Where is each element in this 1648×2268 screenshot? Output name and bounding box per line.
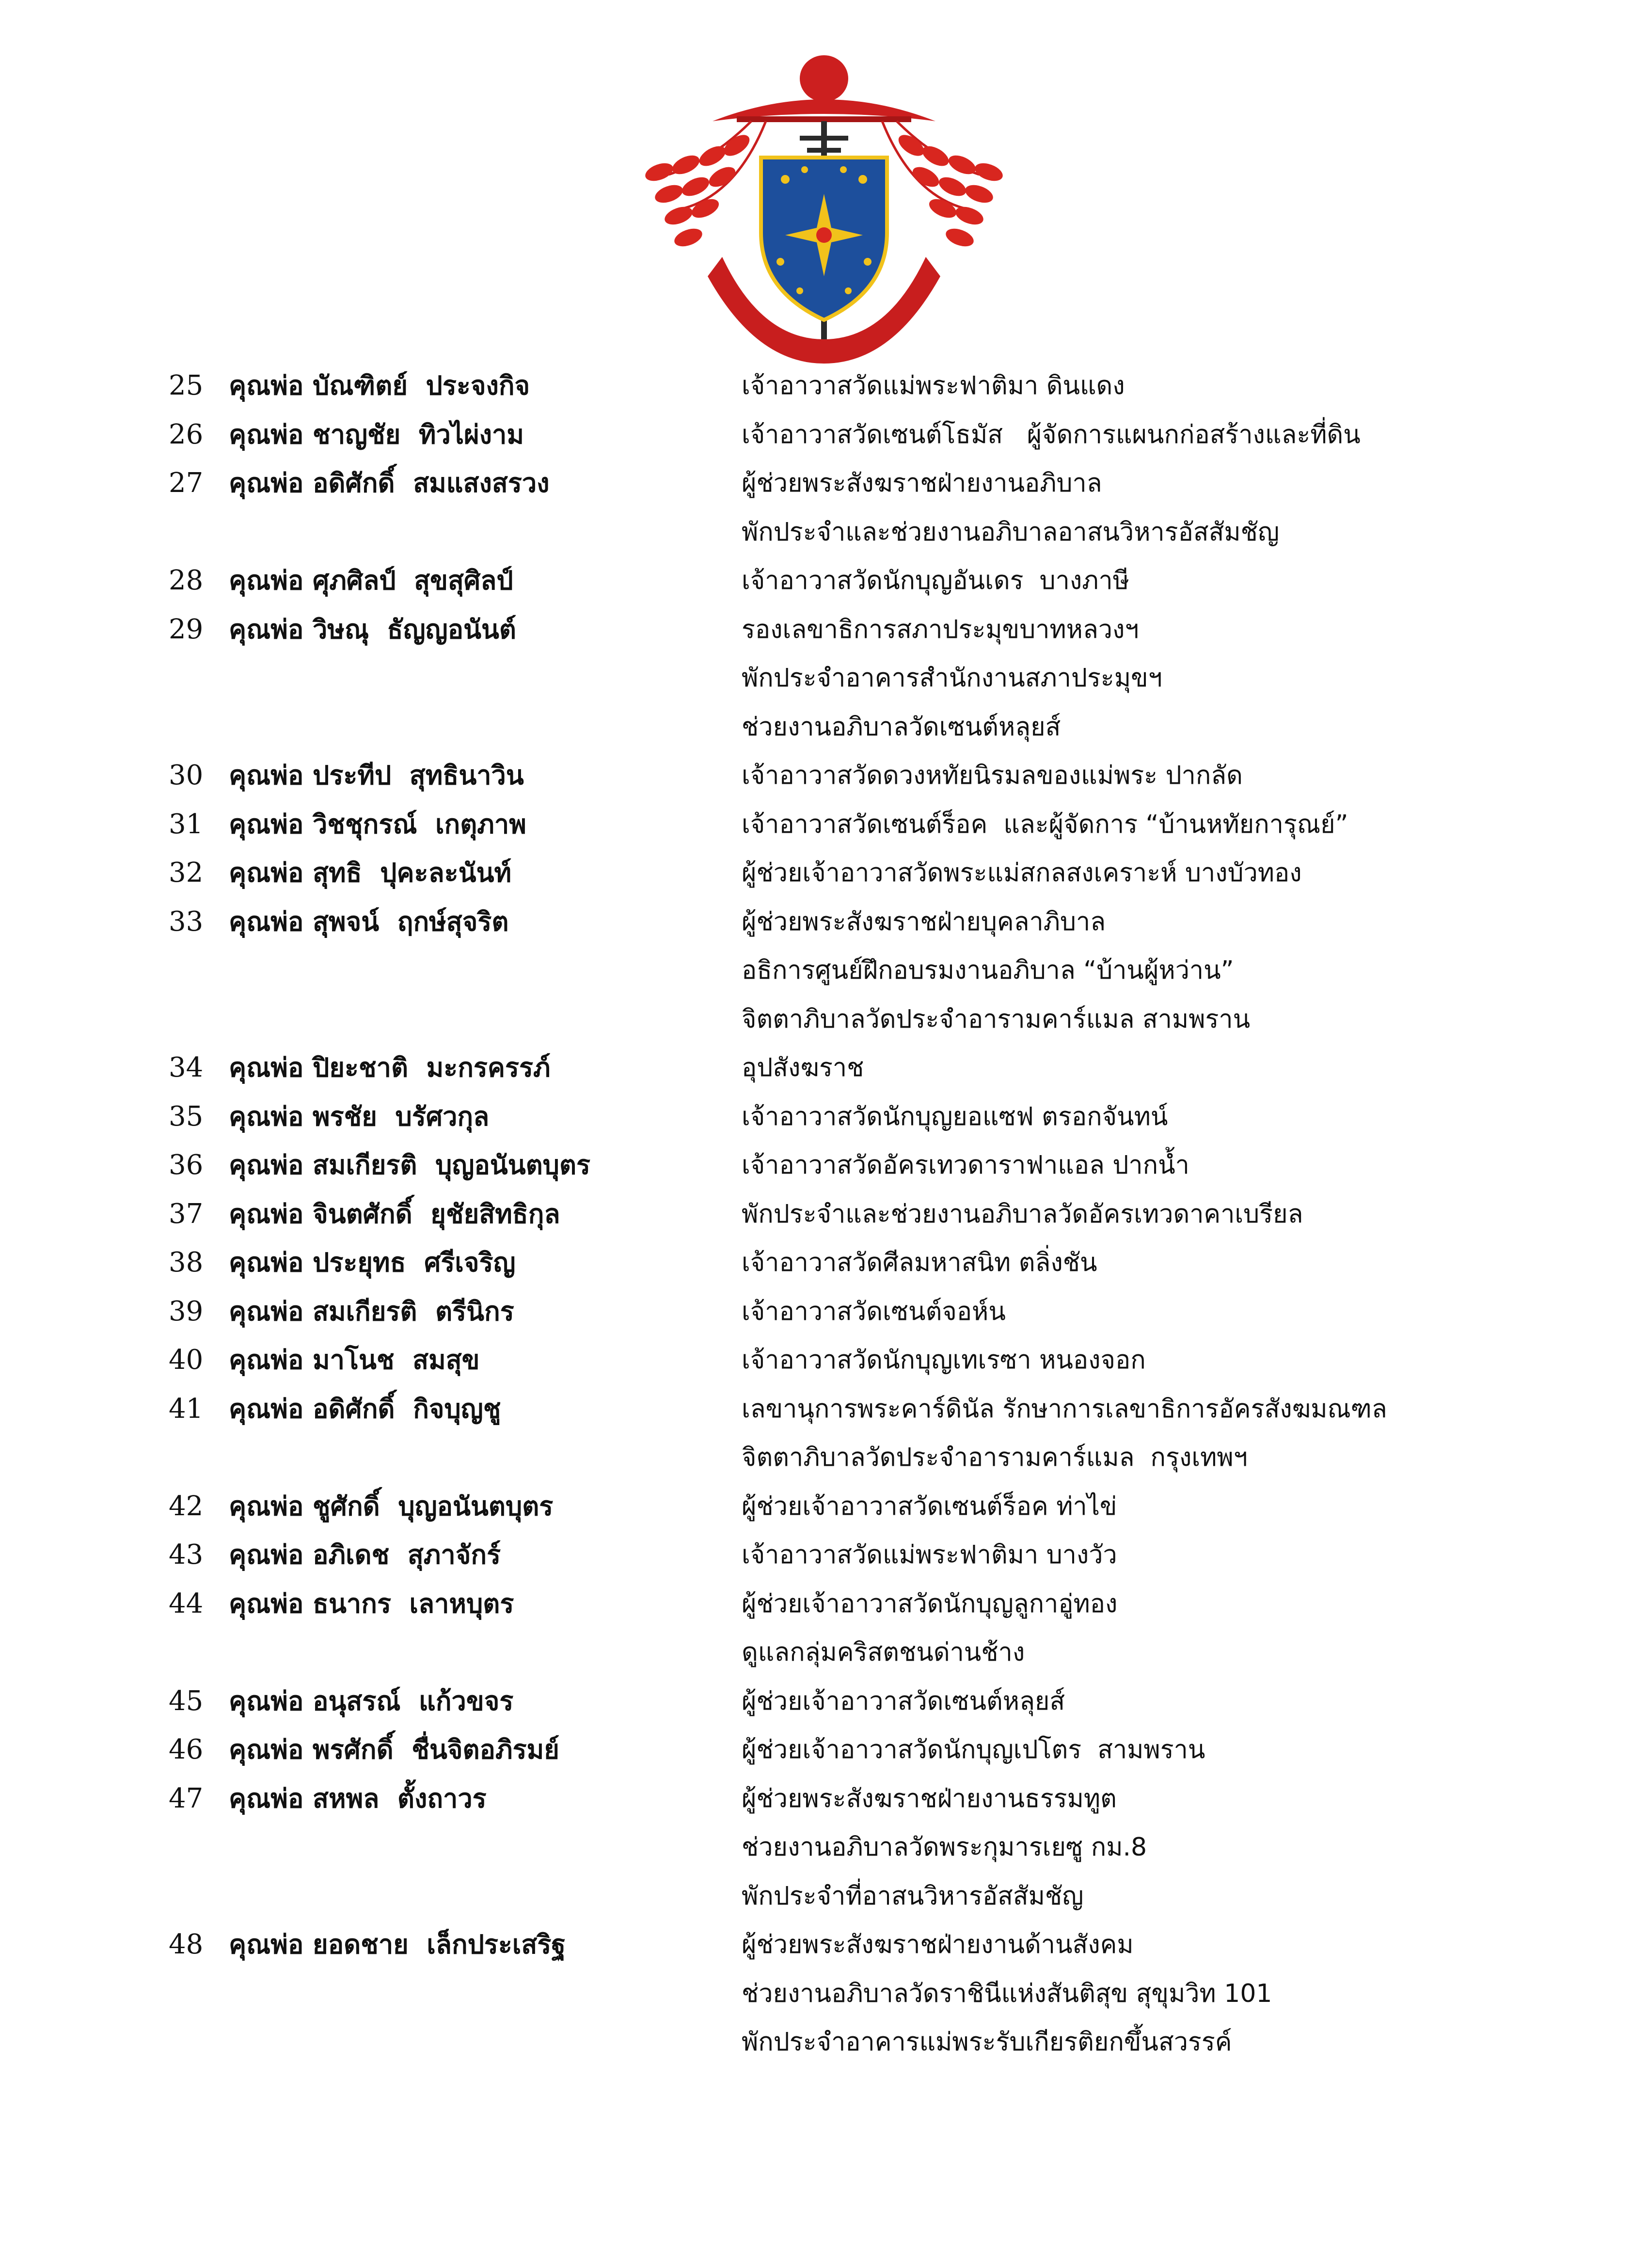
entry-number: 43	[169, 1539, 204, 1570]
entry-role: ดูแลกลุ่มคริสตชนด่านช้าง	[742, 1638, 1025, 1667]
entry-name: คุณพ่อ ชูศักดิ์ บุญอนันตบุตร	[229, 1491, 554, 1522]
list-item	[0, 1531, 1648, 1580]
entry-line	[0, 995, 1648, 1044]
entry-line	[0, 1190, 1648, 1239]
entry-role: ช่วยงานอภิบาลวัดราชินีแห่งสันติสุข สุขุมวิท 101	[742, 1979, 1272, 2008]
entry-role: ผู้ช่วยเจ้าอาวาสวัดนักบุญลูกาอู่ทอง	[742, 1589, 1118, 1618]
entry-number: 34	[169, 1052, 204, 1083]
entry-number: 48	[169, 1929, 204, 1960]
entry-role: ช่วยงานอภิบาลวัดพระกุมารเยซู กม.8	[742, 1833, 1147, 1862]
entry-name: คุณพ่อ สมเกียรติ ตรีนิกร	[229, 1296, 514, 1327]
list-item	[0, 605, 1648, 752]
entry-role: เจ้าอาวาสวัดดวงหทัยนิรมลของแม่พระ ปากลัด	[742, 761, 1243, 790]
list-item	[0, 1336, 1648, 1385]
entry-name: คุณพ่อ สุทธิ ปุคะละนันท์	[229, 857, 512, 888]
entry-number: 45	[169, 1685, 204, 1717]
entry-number: 32	[169, 857, 204, 888]
list-item	[0, 1141, 1648, 1190]
entry-name: คุณพ่อ วิชชุกรณ์ เกตุภาพ	[229, 809, 526, 840]
entry-number: 25	[169, 370, 204, 401]
entry-number: 26	[169, 418, 204, 450]
entry-name: คุณพ่อ อดิศักดิ์ สมแสงสรวง	[229, 468, 550, 498]
entry-name: คุณพ่อ อดิศักดิ์ กิจบุญชู	[229, 1393, 501, 1424]
entry-role: เจ้าอาวาสวัดศีลมหาสนิท ตลิ่งชัน	[742, 1248, 1097, 1277]
entry-line	[0, 1531, 1648, 1580]
entry-line	[0, 1823, 1648, 1872]
entry-role: ผู้ช่วยพระสังฆราชฝ่ายงานอภิบาล	[742, 469, 1102, 498]
entry-number: 36	[169, 1149, 204, 1181]
entry-name: คุณพ่อ จินตศักดิ์ ยุชัยสิทธิกุล	[229, 1198, 560, 1229]
entry-name: คุณพ่อ ประทีป สุทธินาวิน	[229, 760, 524, 791]
entry-name: คุณพ่อ สุพจน์ ฤกษ์สุจริต	[229, 906, 509, 937]
entry-role: ผู้ช่วยเจ้าอาวาสวัดนักบุญเปโตร สามพราน	[742, 1735, 1205, 1764]
entry-role: ช่วยงานอภิบาลวัดเซนต์หลุยส์	[742, 712, 1061, 742]
entry-line	[0, 1726, 1648, 1775]
entry-role: เจ้าอาวาสวัดเซนต์ร็อค และผู้จัดการ “บ้านหทัยการุณย์”	[742, 809, 1348, 839]
entry-name: คุณพ่อ พรศักดิ์ ชื่นจิตอภิรมย์	[229, 1734, 559, 1765]
list-item	[0, 1677, 1648, 1726]
entry-line	[0, 459, 1648, 508]
entry-line	[0, 849, 1648, 898]
entry-name: คุณพ่อ สหพล ตั้งถาวร	[229, 1783, 487, 1814]
list-item	[0, 411, 1648, 460]
entry-name: คุณพ่อ ปิยะชาติ มะกรครรภ์	[229, 1052, 551, 1083]
entry-line	[0, 800, 1648, 849]
entry-line	[0, 1336, 1648, 1385]
entry-role: เจ้าอาวาสวัดนักบุญเทเรซา หนองจอก	[742, 1346, 1146, 1375]
list-item	[0, 898, 1648, 1044]
entry-number: 38	[169, 1247, 204, 1278]
entry-line	[0, 1920, 1648, 1969]
list-item	[0, 1580, 1648, 1677]
entry-line	[0, 1433, 1648, 1482]
entry-name: คุณพ่อ อภิเดช สุภาจักร์	[229, 1539, 501, 1570]
list-item	[0, 459, 1648, 556]
entry-line	[0, 898, 1648, 947]
entry-role: พักประจำและช่วยงานอภิบาลวัดอัครเทวดาคาเบรียล	[742, 1199, 1303, 1229]
entry-role: จิตตาภิบาลวัดประจำอารามคาร์แมล สามพราน	[742, 1004, 1251, 1034]
entry-line	[0, 946, 1648, 995]
entry-role: ผู้ช่วยพระสังฆราชฝ่ายงานด้านสังคม	[742, 1930, 1134, 1959]
right-tassels-icon	[895, 131, 1005, 250]
entry-line	[0, 1677, 1648, 1726]
list-item	[0, 1044, 1648, 1093]
entry-role: พักประจำและช่วยงานอภิบาลอาสนวิหารอัสสัมชัญ	[742, 517, 1280, 547]
entry-number: 37	[169, 1198, 204, 1230]
entry-number: 27	[169, 467, 204, 499]
entries-list	[0, 362, 1648, 2067]
entry-line	[0, 1093, 1648, 1142]
entry-role: อุปสังฆราช	[742, 1053, 864, 1082]
entry-role: เจ้าอาวาสวัดแม่พระฟาติมา ดินแดง	[742, 371, 1125, 400]
list-item	[0, 751, 1648, 800]
entry-line	[0, 411, 1648, 460]
hat-icon	[713, 55, 935, 122]
entry-role: รองเลขาธิการสภาประมุขบาทหลวงฯ	[742, 615, 1139, 644]
list-item	[0, 849, 1648, 898]
entry-number: 46	[169, 1734, 204, 1765]
list-item	[0, 362, 1648, 411]
entry-name: คุณพ่อ บัณฑิตย์ ประจงกิจ	[229, 370, 530, 401]
entry-role: พักประจำอาคารแม่พระรับเกียรติยกขึ้นสวรรค์	[742, 2028, 1232, 2057]
entry-role: จิตตาภิบาลวัดประจำอารามคาร์แมล กรุงเทพฯ	[742, 1443, 1248, 1472]
entry-role: อธิการศูนย์ฝึกอบรมงานอภิบาล “บ้านผู้หว่าน”	[742, 956, 1234, 985]
entry-line	[0, 1482, 1648, 1531]
entry-number: 30	[169, 760, 204, 791]
entry-line	[0, 1238, 1648, 1287]
entry-line	[0, 508, 1648, 557]
list-item	[0, 1190, 1648, 1239]
entry-number: 40	[169, 1344, 204, 1376]
entry-line	[0, 751, 1648, 800]
entry-number: 44	[169, 1587, 204, 1619]
entry-number: 29	[169, 613, 204, 645]
coat-of-arms-emblem	[640, 48, 1008, 364]
entry-line	[0, 1628, 1648, 1677]
entry-number: 42	[169, 1490, 204, 1522]
entry-line	[0, 605, 1648, 654]
list-item	[0, 800, 1648, 849]
entry-role: เจ้าอาวาสวัดเซนต์โธมัส ผู้จัดการแผนกก่อสร้างและที่ดิน	[742, 420, 1361, 449]
entry-number: 39	[169, 1295, 204, 1327]
entry-number: 41	[169, 1393, 204, 1425]
list-item	[0, 1775, 1648, 1921]
entry-name: คุณพ่อ วิษณุ ธัญญอนันต์	[229, 614, 516, 645]
entry-line	[0, 1775, 1648, 1824]
entry-role: เจ้าอาวาสวัดเซนต์จอห์น	[742, 1297, 1006, 1326]
entry-name: คุณพ่อ ชาญชัย ทิวไผ่งาม	[229, 419, 524, 450]
entry-number: 31	[169, 808, 204, 840]
entry-role: พักประจำที่อาสนวิหารอัสสัมชัญ	[742, 1881, 1084, 1911]
entry-role: ผู้ช่วยพระสังฆราชฝ่ายงานธรรมทูต	[742, 1784, 1117, 1813]
entry-role: เลขานุการพระคาร์ดินัล รักษาการเลขาธิการอัครสังฆมณฑล	[742, 1394, 1387, 1424]
entry-name: คุณพ่อ ธนากร เลาหบุตร	[229, 1588, 514, 1619]
list-item	[0, 1920, 1648, 2067]
entry-name: คุณพ่อ มาโนช สมสุข	[229, 1345, 480, 1375]
left-tassels-icon	[643, 131, 753, 250]
list-item	[0, 1482, 1648, 1531]
entry-role: ผู้ช่วยพระสังฆราชฝ่ายบุคลาภิบาล	[742, 907, 1106, 936]
shield-icon	[761, 158, 887, 320]
entry-role: พักประจำอาคารสำนักงานสภาประมุขฯ	[742, 664, 1162, 693]
list-item	[0, 1093, 1648, 1142]
entry-number: 47	[169, 1782, 204, 1814]
list-item	[0, 1726, 1648, 1775]
entry-role: เจ้าอาวาสวัดนักบุญยอแซฟ ตรอกจันทน์	[742, 1102, 1168, 1131]
entry-role: เจ้าอาวาสวัดนักบุญอันเดร บางภาษี	[742, 566, 1129, 595]
entry-name: คุณพ่อ ยอดชาย เล็กประเสริฐ	[229, 1929, 566, 1960]
entry-line	[0, 556, 1648, 605]
entry-line	[0, 1385, 1648, 1434]
list-item	[0, 1385, 1648, 1482]
entry-number: 28	[169, 565, 204, 596]
entry-number: 35	[169, 1100, 204, 1132]
entry-name: คุณพ่อ ประยุทธ ศรีเจริญ	[229, 1247, 516, 1278]
entry-role: ผู้ช่วยเจ้าอาวาสวัดเซนต์หลุยส์	[742, 1686, 1065, 1716]
entry-number: 33	[169, 905, 204, 937]
entry-role: เจ้าอาวาสวัดอัครเทวดาราฟาแอล ปากน้ำ	[742, 1151, 1189, 1180]
entry-line	[0, 1872, 1648, 1921]
entry-line	[0, 1969, 1648, 2018]
entry-line	[0, 1141, 1648, 1190]
entry-line	[0, 1580, 1648, 1629]
entry-name: คุณพ่อ ศุภศิลป์ สุขสุศิลป์	[229, 565, 513, 596]
list-item	[0, 1238, 1648, 1287]
entry-name: คุณพ่อ พรชัย บรัศวกุล	[229, 1101, 490, 1132]
entry-line	[0, 2018, 1648, 2067]
entry-line	[0, 703, 1648, 752]
entry-role: ผู้ช่วยเจ้าอาวาสวัดเซนต์ร็อค ท่าไข่	[742, 1491, 1117, 1521]
entry-role: ผู้ช่วยเจ้าอาวาสวัดพระแม่สกลสงเคราะห์ บางบัวทอง	[742, 858, 1302, 888]
entry-line	[0, 654, 1648, 703]
entry-role: เจ้าอาวาสวัดแม่พระฟาติมา บางวัว	[742, 1540, 1117, 1570]
list-item	[0, 1287, 1648, 1336]
entry-line	[0, 1044, 1648, 1093]
entry-name: คุณพ่อ สมเกียรติ บุญอนันตบุตร	[229, 1150, 591, 1180]
list-item	[0, 556, 1648, 605]
entry-line	[0, 362, 1648, 411]
entry-line	[0, 1287, 1648, 1336]
entry-name: คุณพ่อ อนุสรณ์ แก้วขจร	[229, 1685, 514, 1716]
